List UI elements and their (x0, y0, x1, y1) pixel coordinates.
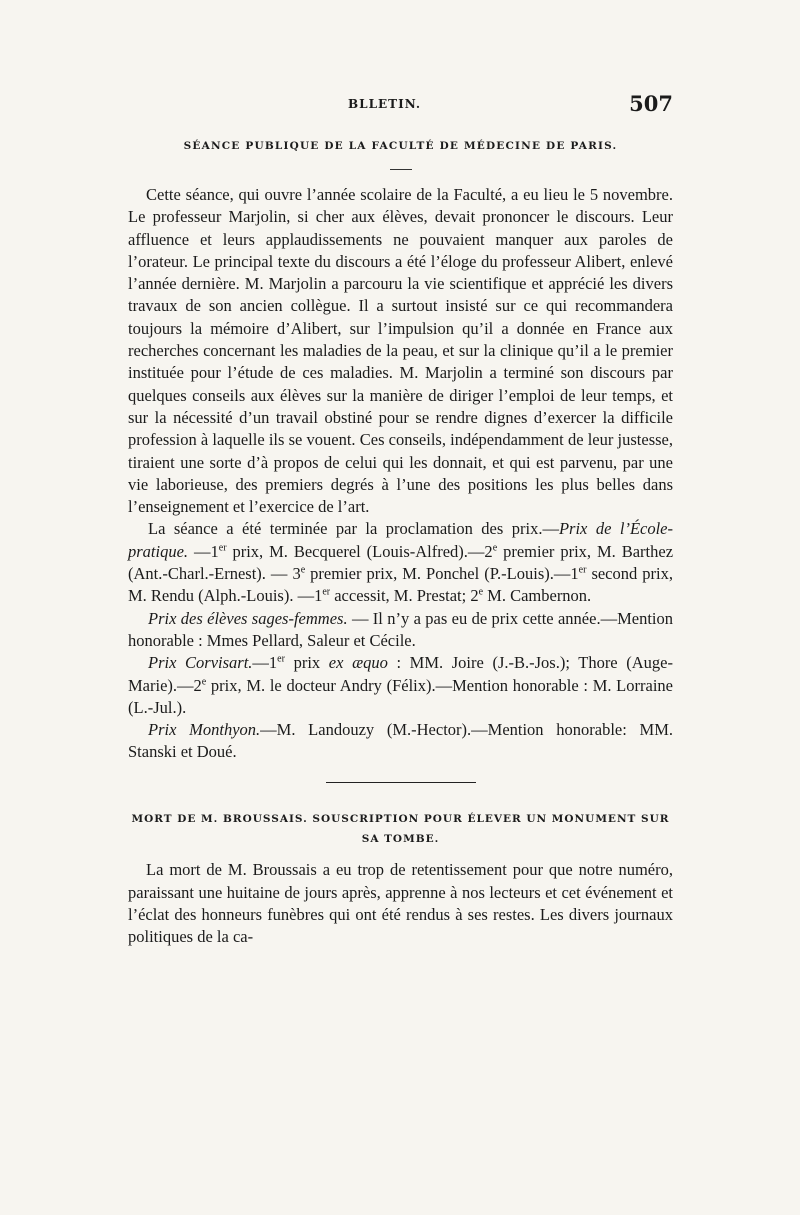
prix-text: : MM. Joire (J.-B.-Jos.); Thore (Auge-Marie).—2 (128, 653, 673, 695)
ordinal-suffix: e (492, 542, 498, 554)
ordinal-suffix: e (300, 564, 306, 576)
ordinal-suffix: er (218, 542, 227, 554)
prix-text: accessit, M. Prestat; 2 (330, 586, 479, 606)
prix-text: —1 (252, 653, 278, 673)
paragraph-mort-broussais: La mort de M. Broussais a eu trop de retentissement pour que notre numéro, paraissant une huitaine de jours après, apprenne à nos lecteurs et cet événement et l’éclat des honneurs funèbres qui ont été rendus à ses restes. Les divers journaux politiques de la ca- (128, 860, 673, 947)
paragraph-prix-corvisart (128, 652, 673, 719)
section-heading-seance: SÉANCE PUBLIQUE DE LA FACULTÉ DE MÉDECINE DE PARIS. (183, 140, 618, 152)
prix-text: premier prix, M. Barthez (Ant.-Charl.-Ernest). — 3 (128, 541, 674, 584)
running-head-title: BLLETIN. (348, 97, 422, 111)
section-body-seance (128, 184, 673, 764)
prix-text: —M. Landouzy (M.-Hector).—Mention honorable: MM. Stanski et Doué. (128, 720, 674, 762)
prix-text: prix, M. Becquerel (Louis-Alfred).—2 (226, 541, 493, 561)
prix-text: second prix, M. Rendu (Alph.-Louis). —1 (128, 564, 673, 606)
ordinal-suffix: er (322, 586, 331, 598)
prix-title-corvisart: Prix Corvisart. (148, 653, 253, 673)
prix-text: —1 (188, 541, 219, 561)
page (128, 91, 674, 948)
prix-title-sages-femmes: Prix des élèves sages-femmes. (148, 608, 348, 628)
short-divider (390, 169, 412, 170)
section-body-broussais (128, 859, 673, 948)
prix-text: prix (284, 653, 329, 673)
prix-title-monthyon: Prix Monthyon. (148, 720, 261, 740)
prix-title-ecole-pratique: Prix de l’École-pratique. (128, 519, 673, 561)
paragraph-prix-ecole-pratique (128, 518, 673, 607)
heading-line-2: SA TOMBE. (361, 833, 440, 846)
ex-aequo: ex æquo (328, 653, 388, 673)
page-number: 507 (629, 91, 673, 116)
prix-text: M. Cambernon. (483, 586, 592, 606)
paragraph-prix-sages-femmes (128, 608, 673, 653)
ordinal-suffix: e (478, 586, 484, 598)
ordinal-suffix: er (578, 564, 587, 576)
ordinal-suffix: e (201, 676, 207, 688)
section-divider (326, 782, 476, 784)
section-heading-broussais (128, 809, 673, 849)
prix-text: premier prix, M. Ponchel (P.-Louis).—1 (305, 564, 579, 584)
heading-line-1: MORT DE M. BROUSSAIS. SOUSCRIPTION POUR ÉLEVER UN MONUMENT SUR (131, 813, 670, 826)
ordinal-suffix: er (277, 653, 285, 665)
running-head (128, 91, 673, 121)
prix-text: prix, M. le docteur Andry (Félix).—Mention honorable : M. Lorraine (L.-Jul.). (128, 675, 673, 717)
paragraph-discours: Cette séance, qui ouvre l’année scolaire de la Faculté, a eu lieu le 5 novembre. Le professeur Marjolin, si cher aux élèves, devait prononcer le discours. Leur affluence et leurs applaudissements ne pouvaient manquer aux paroles de l’orateur. Le principal texte du discours a été l’éloge du professeur Alibert, enlevé l’année dernière. M. Marjolin a parcouru la vie scientifique et apprécié les divers travaux de son ancien collègue. Il a surtout insisté sur ce qui recommandera toujours la mémoire d’Alibert, sur l’impulsion qu’il a donnée en France aux recherches concernant les maladies de la peau, et sur la clinique qu’il a le premier instituée pour l’étude de ces maladies. M. Marjolin a terminé son discours par quelques conseils aux élèves sur la manière de diriger l’emploi de leur temps, et sur la nécessité d’un travail obstiné pour se rendre dignes d’exercer la difficile profession à laquelle ils se vouent. Ces conseils, indépendamment de leur justesse, tiraient une sorte d’à propos de celui qui les donnait, et qui est parvenu, par une vie laborieuse, des premiers degrés à l’une des positions les plus belles dans l’enseignement et l’exercice de l’art. (128, 185, 673, 517)
prix-intro: La séance a été terminée par la proclamation des prix.— (148, 519, 559, 539)
prix-text: — Il n’y a pas eu de prix cette année.—Mention honorable : Mmes Pellard, Saleur et Cécile. (128, 608, 673, 650)
paragraph-prix-monthyon (128, 719, 673, 764)
